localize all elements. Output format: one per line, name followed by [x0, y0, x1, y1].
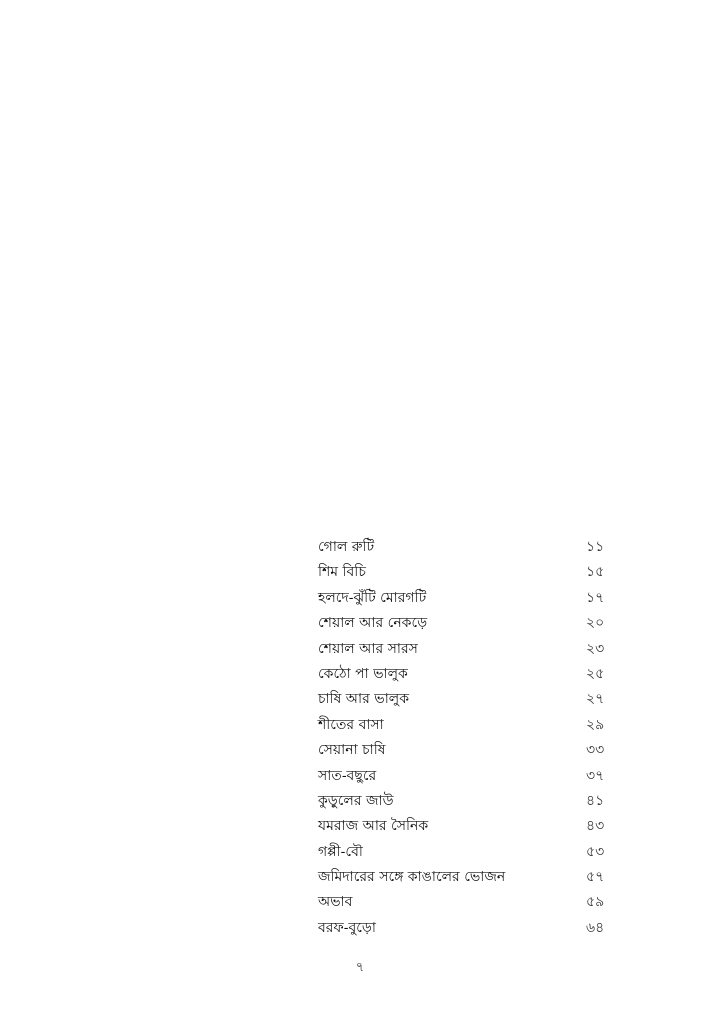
toc-entry-page: ২৩: [586, 640, 605, 657]
toc-entry-title: সাত-বছুরে: [318, 767, 377, 784]
toc-entry-title: শেয়াল আর নেকড়ে: [318, 615, 428, 632]
toc-entry-page: ১১: [586, 539, 605, 555]
toc-entry-title: শেয়াল আর সারস: [318, 640, 418, 657]
toc-entry: [318, 840, 610, 865]
toc-entry: [318, 814, 610, 839]
table-of-contents: [318, 535, 610, 941]
toc-entry-title: কেঠো পা ভালুক: [318, 665, 408, 682]
toc-entry: [318, 560, 610, 585]
toc-entry: [318, 764, 610, 789]
toc-entry-title: জমিদারের সঙ্গে কাঙালের ভোজন: [318, 869, 506, 886]
toc-entry-page: ১৫: [586, 564, 605, 581]
toc-entry-title: শিম বিচি: [318, 564, 366, 581]
toc-entry: [318, 738, 610, 763]
toc-entry-page: ৩৩: [586, 742, 605, 759]
toc-entry: [318, 586, 610, 611]
toc-entry: [318, 687, 610, 712]
toc-entry-page: ৩৭: [586, 767, 605, 784]
toc-entry-page: ২৯: [586, 716, 605, 733]
toc-entry-title: যমরাজ আর সৈনিক: [318, 818, 429, 835]
page-number: ৭: [355, 960, 365, 975]
toc-entry-page: ২৭: [586, 691, 605, 708]
toc-entry-page: ২৫: [586, 665, 605, 682]
toc-entry-title: সেয়ানা চাষি: [318, 742, 386, 759]
toc-entry-page: ৬৪: [586, 919, 605, 936]
toc-entry-page: ৫৭: [586, 869, 605, 886]
toc-entry: [318, 535, 610, 560]
toc-entry-page: ৪৩: [586, 818, 605, 835]
toc-entry: [318, 865, 610, 890]
toc-entry-page: ২০: [586, 615, 605, 632]
toc-entry-title: বরফ-বুড়ো: [318, 919, 376, 936]
toc-entry-page: ৪১: [586, 792, 605, 809]
toc-entry-page: ৫৩: [586, 843, 605, 860]
toc-entry: [318, 662, 610, 687]
toc-entry-page: ১৭: [586, 589, 605, 606]
toc-entry-title: শীতের বাসা: [318, 716, 384, 733]
toc-entry-title: চাষি আর ভালুক: [318, 691, 409, 708]
toc-entry: [318, 611, 610, 636]
toc-entry: [318, 637, 610, 662]
toc-entry-title: কুড়ুলের জাউ: [318, 792, 394, 809]
toc-entry: [318, 916, 610, 941]
toc-entry: [318, 713, 610, 738]
toc-entry-title: গোল রুটি: [318, 539, 375, 555]
toc-entry-page: ৫৯: [586, 894, 605, 911]
toc-entry: [318, 890, 610, 915]
toc-entry-title: অভাব: [318, 894, 353, 911]
toc-entry-title: গপ্পী-বৌ: [318, 843, 363, 860]
toc-entry-title: হলদে-ঝুঁটি মোরগটি: [318, 589, 427, 606]
toc-entry: [318, 789, 610, 814]
